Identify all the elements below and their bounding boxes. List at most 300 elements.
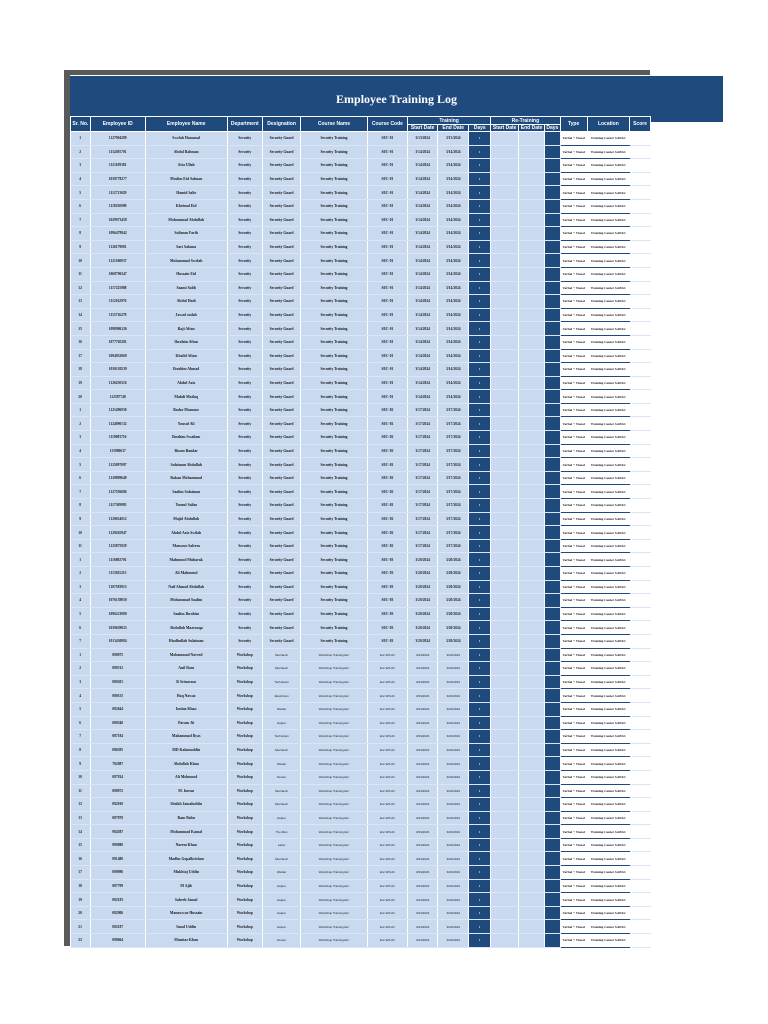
cell-score[interactable] [630, 526, 651, 540]
cell-type[interactable]: Verbal + Visual [560, 335, 587, 349]
cell-training-days[interactable]: 1 [469, 621, 491, 635]
cell-employee-id[interactable]: 080986 [90, 866, 145, 880]
cell-retraining-start[interactable] [491, 471, 519, 485]
cell-training-end[interactable]: 3/13/2024 [438, 132, 469, 146]
cell-course-code[interactable]: Enr-WS-01 [367, 689, 407, 703]
cell-course-code[interactable]: Enr-WS-01 [367, 730, 407, 744]
cell-training-end[interactable]: 3/14/2024 [438, 145, 469, 159]
cell-sr[interactable]: 13 [71, 295, 91, 309]
cell-retraining-days[interactable] [545, 186, 561, 200]
cell-training-end[interactable]: 3/24/2024 [438, 784, 469, 798]
cell-designation[interactable]: Helper [262, 811, 300, 825]
cell-retraining-end[interactable] [519, 417, 545, 431]
cell-sr[interactable]: 8 [71, 499, 91, 513]
cell-retraining-end[interactable] [519, 499, 545, 513]
cell-score[interactable] [630, 471, 651, 485]
cell-employee-name[interactable]: M Ajib [145, 879, 227, 893]
cell-retraining-start[interactable] [491, 213, 519, 227]
cell-retraining-start[interactable] [491, 757, 519, 771]
cell-designation[interactable]: Tire Man [262, 825, 300, 839]
cell-course-code[interactable]: Enr-WS-01 [367, 838, 407, 852]
cell-training-start[interactable]: 3/24/2024 [408, 770, 438, 784]
cell-score[interactable] [630, 403, 651, 417]
cell-training-start[interactable]: 3/24/2024 [408, 648, 438, 662]
cell-retraining-end[interactable] [519, 798, 545, 812]
cell-retraining-end[interactable] [519, 689, 545, 703]
cell-course-name[interactable]: Workshop Training Enr [301, 798, 367, 812]
cell-score[interactable] [630, 838, 651, 852]
cell-training-end[interactable]: 3/14/2024 [438, 363, 469, 377]
cell-designation[interactable]: Denter [262, 934, 300, 948]
cell-designation[interactable]: Technician [262, 730, 300, 744]
cell-course-code[interactable]: SEC-03 [367, 553, 407, 567]
cell-course-code[interactable]: SEC-02 [367, 417, 407, 431]
cell-training-end[interactable]: 3/20/2024 [438, 553, 469, 567]
cell-retraining-end[interactable] [519, 934, 545, 948]
cell-designation[interactable]: Security Guard [262, 390, 300, 404]
cell-retraining-start[interactable] [491, 662, 519, 676]
cell-employee-id[interactable]: 082906 [90, 906, 145, 920]
cell-training-days[interactable]: 1 [469, 458, 491, 472]
cell-course-name[interactable]: Security Training [301, 390, 367, 404]
cell-retraining-start[interactable] [491, 634, 519, 648]
cell-training-end[interactable]: 3/14/2024 [438, 172, 469, 186]
cell-course-name[interactable]: Security Training [301, 458, 367, 472]
cell-designation[interactable]: Security Guard [262, 471, 300, 485]
cell-location[interactable]: Training Center SAPAC [587, 621, 630, 635]
cell-employee-id[interactable]: 1119083716 [90, 431, 145, 445]
cell-score[interactable] [630, 186, 651, 200]
cell-location[interactable]: Training Center SAPAC [587, 485, 630, 499]
cell-sr[interactable]: 6 [71, 621, 91, 635]
cell-score[interactable] [630, 689, 651, 703]
cell-retraining-end[interactable] [519, 145, 545, 159]
cell-course-name[interactable]: Workshop Training Enr [301, 743, 367, 757]
cell-training-end[interactable]: 3/24/2024 [438, 648, 469, 662]
cell-employee-name[interactable]: Haq Nawaz [145, 689, 227, 703]
cell-course-code[interactable]: SEC-01 [367, 199, 407, 213]
cell-score[interactable] [630, 240, 651, 254]
cell-training-end[interactable]: 3/17/2024 [438, 512, 469, 526]
cell-course-name[interactable]: Workshop Training Enr [301, 689, 367, 703]
cell-location[interactable]: Training Center SAPAC [587, 363, 630, 377]
cell-course-name[interactable]: Security Training [301, 349, 367, 363]
cell-course-name[interactable]: Security Training [301, 295, 367, 309]
cell-location[interactable]: Training Center SAPAC [587, 295, 630, 309]
cell-score[interactable] [630, 132, 651, 146]
cell-course-code[interactable]: Enr-WS-01 [367, 825, 407, 839]
cell-department[interactable]: Security [227, 526, 262, 540]
cell-training-start[interactable]: 3/20/2024 [408, 607, 438, 621]
cell-retraining-start[interactable] [491, 159, 519, 173]
cell-score[interactable] [630, 159, 651, 173]
cell-designation[interactable]: Security Guard [262, 607, 300, 621]
cell-sr[interactable]: 7 [71, 485, 91, 499]
cell-training-end[interactable]: 3/14/2024 [438, 240, 469, 254]
cell-retraining-end[interactable] [519, 621, 545, 635]
cell-training-days[interactable]: 1 [469, 512, 491, 526]
cell-retraining-start[interactable] [491, 499, 519, 513]
cell-employee-name[interactable]: Mohammad Naveed [145, 648, 227, 662]
cell-designation[interactable]: Security Guard [262, 485, 300, 499]
cell-retraining-days[interactable] [545, 730, 561, 744]
cell-sr[interactable]: 19 [71, 893, 91, 907]
cell-course-name[interactable]: Security Training [301, 376, 367, 390]
cell-score[interactable] [630, 485, 651, 499]
cell-retraining-end[interactable] [519, 893, 545, 907]
cell-retraining-end[interactable] [519, 662, 545, 676]
cell-course-code[interactable]: Enr-WS-01 [367, 893, 407, 907]
cell-employee-id[interactable]: 1118230099 [90, 199, 145, 213]
cell-training-end[interactable]: 3/24/2024 [438, 716, 469, 730]
cell-retraining-days[interactable] [545, 852, 561, 866]
cell-sr[interactable]: 6 [71, 716, 91, 730]
cell-course-name[interactable]: Security Training [301, 567, 367, 581]
cell-location[interactable]: Training Center SAPAC [587, 648, 630, 662]
cell-type[interactable]: Verbal + Visual [560, 471, 587, 485]
cell-employee-id[interactable]: 081480 [90, 852, 145, 866]
cell-retraining-start[interactable] [491, 567, 519, 581]
col-header-training-end[interactable]: End Date [438, 125, 469, 132]
cell-designation[interactable]: Technician [262, 675, 300, 689]
cell-course-code[interactable]: SEC-03 [367, 594, 407, 608]
cell-sr[interactable]: 4 [71, 689, 91, 703]
cell-retraining-start[interactable] [491, 906, 519, 920]
cell-retraining-days[interactable] [545, 539, 561, 553]
cell-designation[interactable]: Security Guard [262, 132, 300, 146]
cell-type[interactable]: Verbal + Visual [560, 431, 587, 445]
cell-employee-id[interactable]: 080201 [90, 675, 145, 689]
cell-score[interactable] [630, 906, 651, 920]
cell-sr[interactable]: 17 [71, 349, 91, 363]
cell-sr[interactable]: 6 [71, 199, 91, 213]
cell-training-end[interactable]: 3/14/2024 [438, 254, 469, 268]
cell-designation[interactable]: Security Guard [262, 567, 300, 581]
cell-department[interactable]: Security [227, 172, 262, 186]
cell-course-name[interactable]: Workshop Training Enr [301, 934, 367, 948]
cell-sr[interactable]: 18 [71, 879, 91, 893]
cell-retraining-days[interactable] [545, 159, 561, 173]
cell-retraining-end[interactable] [519, 213, 545, 227]
cell-training-end[interactable]: 3/24/2024 [438, 798, 469, 812]
cell-course-code[interactable]: SEC-03 [367, 621, 407, 635]
cell-score[interactable] [630, 580, 651, 594]
cell-type[interactable]: Verbal + Visual [560, 852, 587, 866]
cell-course-name[interactable]: Workshop Training Enr [301, 811, 367, 825]
cell-score[interactable] [630, 662, 651, 676]
cell-employee-id[interactable]: 1117309995 [90, 499, 145, 513]
cell-score[interactable] [630, 879, 651, 893]
cell-score[interactable] [630, 594, 651, 608]
cell-training-days[interactable]: 1 [469, 349, 491, 363]
cell-sr[interactable]: 3 [71, 431, 91, 445]
cell-employee-name[interactable]: Suliman Farih [145, 227, 227, 241]
cell-training-start[interactable]: 3/14/2024 [408, 308, 438, 322]
cell-sr[interactable]: 12 [71, 281, 91, 295]
cell-employee-id[interactable]: 782087 [90, 757, 145, 771]
cell-sr[interactable]: 16 [71, 852, 91, 866]
cell-employee-name[interactable]: Naeem Khan [145, 838, 227, 852]
cell-retraining-end[interactable] [519, 295, 545, 309]
cell-score[interactable] [630, 376, 651, 390]
cell-retraining-end[interactable] [519, 594, 545, 608]
cell-retraining-days[interactable] [545, 866, 561, 880]
cell-training-end[interactable]: 3/17/2024 [438, 431, 469, 445]
cell-course-name[interactable]: Security Training [301, 499, 367, 513]
cell-retraining-start[interactable] [491, 390, 519, 404]
cell-designation[interactable]: Mechanic [262, 648, 300, 662]
cell-course-code[interactable]: SEC-02 [367, 403, 407, 417]
cell-type[interactable]: Verbal + Visual [560, 376, 587, 390]
cell-location[interactable]: Training Center SAPAC [587, 906, 630, 920]
cell-location[interactable]: Training Center SAPAC [587, 526, 630, 540]
cell-location[interactable]: Training Center SAPAC [587, 716, 630, 730]
cell-employee-name[interactable]: Abdullah Mazrouqa [145, 621, 227, 635]
cell-course-code[interactable]: Enr-WS-01 [367, 784, 407, 798]
cell-retraining-start[interactable] [491, 675, 519, 689]
cell-type[interactable]: Verbal + Visual [560, 444, 587, 458]
cell-type[interactable]: Verbal + Visual [560, 227, 587, 241]
cell-type[interactable]: Verbal + Visual [560, 172, 587, 186]
cell-training-end[interactable]: 3/24/2024 [438, 743, 469, 757]
cell-type[interactable]: Verbal + Visual [560, 811, 587, 825]
cell-training-days[interactable]: 1 [469, 784, 491, 798]
cell-retraining-days[interactable] [545, 403, 561, 417]
cell-sr[interactable]: 7 [71, 730, 91, 744]
cell-course-code[interactable]: SEC-01 [367, 172, 407, 186]
cell-training-days[interactable]: 1 [469, 879, 491, 893]
cell-training-start[interactable]: 3/14/2024 [408, 349, 438, 363]
cell-department[interactable]: Security [227, 607, 262, 621]
cell-retraining-start[interactable] [491, 770, 519, 784]
cell-training-start[interactable]: 3/20/2024 [408, 634, 438, 648]
cell-training-end[interactable]: 3/24/2024 [438, 920, 469, 934]
cell-training-start[interactable]: 3/24/2024 [408, 920, 438, 934]
cell-retraining-start[interactable] [491, 281, 519, 295]
cell-score[interactable] [630, 770, 651, 784]
cell-designation[interactable]: Security Guard [262, 526, 300, 540]
cell-training-days[interactable]: 1 [469, 431, 491, 445]
cell-retraining-start[interactable] [491, 621, 519, 635]
cell-employee-name[interactable]: Abdullah Khan [145, 757, 227, 771]
cell-type[interactable]: Verbal + Visual [560, 295, 587, 309]
cell-course-name[interactable]: Workshop Training Enr [301, 648, 367, 662]
cell-retraining-start[interactable] [491, 702, 519, 716]
cell-course-name[interactable]: Security Training [301, 539, 367, 553]
cell-training-days[interactable]: 1 [469, 662, 491, 676]
cell-retraining-start[interactable] [491, 267, 519, 281]
cell-employee-name[interactable]: Abdul Hadi [145, 295, 227, 309]
cell-location[interactable]: Training Center SAPAC [587, 811, 630, 825]
cell-training-days[interactable]: 1 [469, 213, 491, 227]
cell-designation[interactable]: Security Guard [262, 254, 300, 268]
cell-score[interactable] [630, 866, 651, 880]
cell-score[interactable] [630, 335, 651, 349]
cell-training-days[interactable]: 1 [469, 526, 491, 540]
cell-department[interactable]: Workshop [227, 811, 262, 825]
cell-score[interactable] [630, 811, 651, 825]
cell-location[interactable]: Training Center SAPAC [587, 499, 630, 513]
cell-department[interactable]: Workshop [227, 770, 262, 784]
cell-retraining-days[interactable] [545, 757, 561, 771]
cell-retraining-end[interactable] [519, 431, 545, 445]
cell-sr[interactable]: 3 [71, 675, 91, 689]
cell-retraining-start[interactable] [491, 784, 519, 798]
cell-course-name[interactable]: Workshop Training Enr [301, 838, 367, 852]
cell-sr[interactable]: 9 [71, 512, 91, 526]
cell-training-days[interactable]: 1 [469, 567, 491, 581]
cell-location[interactable]: Training Center SAPAC [587, 417, 630, 431]
cell-employee-id[interactable]: 1115716278 [90, 308, 145, 322]
cell-retraining-end[interactable] [519, 906, 545, 920]
cell-training-end[interactable]: 3/14/2024 [438, 322, 469, 336]
cell-location[interactable]: Training Center SAPAC [587, 512, 630, 526]
cell-training-end[interactable]: 3/14/2024 [438, 199, 469, 213]
cell-employee-name[interactable]: Hamid Salie [145, 186, 227, 200]
cell-department[interactable]: Workshop [227, 893, 262, 907]
cell-employee-name[interactable]: Anil Ram [145, 662, 227, 676]
cell-employee-id[interactable]: 1029973458 [90, 213, 145, 227]
cell-retraining-start[interactable] [491, 811, 519, 825]
cell-sr[interactable]: 11 [71, 267, 91, 281]
cell-training-start[interactable]: 3/14/2024 [408, 145, 438, 159]
cell-training-days[interactable]: 1 [469, 594, 491, 608]
cell-department[interactable]: Security [227, 471, 262, 485]
cell-training-days[interactable]: 1 [469, 702, 491, 716]
cell-employee-id[interactable]: 1121560037 [90, 254, 145, 268]
cell-training-days[interactable]: 1 [469, 485, 491, 499]
cell-employee-id[interactable]: 087709 [90, 879, 145, 893]
cell-retraining-days[interactable] [545, 458, 561, 472]
cell-location[interactable]: Training Center SAPAC [587, 743, 630, 757]
cell-course-name[interactable]: Workshop Training Enr [301, 920, 367, 934]
cell-score[interactable] [630, 784, 651, 798]
cell-location[interactable]: Training Center SAPAC [587, 349, 630, 363]
cell-employee-id[interactable]: 080540 [90, 716, 145, 730]
cell-type[interactable]: Verbal + Visual [560, 485, 587, 499]
cell-training-days[interactable]: 1 [469, 363, 491, 377]
cell-type[interactable]: Verbal + Visual [560, 716, 587, 730]
cell-department[interactable]: Workshop [227, 825, 262, 839]
cell-retraining-days[interactable] [545, 621, 561, 635]
cell-employee-id[interactable]: 1077765281 [90, 335, 145, 349]
cell-training-days[interactable]: 1 [469, 186, 491, 200]
cell-sr[interactable]: 13 [71, 811, 91, 825]
cell-training-end[interactable]: 3/14/2024 [438, 335, 469, 349]
cell-sr[interactable]: 10 [71, 770, 91, 784]
cell-sr[interactable]: 4 [71, 594, 91, 608]
cell-training-days[interactable]: 1 [469, 675, 491, 689]
cell-designation[interactable]: Welder [262, 866, 300, 880]
cell-retraining-start[interactable] [491, 240, 519, 254]
cell-location[interactable]: Training Center SAPAC [587, 471, 630, 485]
cell-training-days[interactable]: 1 [469, 267, 491, 281]
cell-employee-id[interactable]: 080512 [90, 662, 145, 676]
cell-sr[interactable]: 7 [71, 634, 91, 648]
cell-training-end[interactable]: 3/14/2024 [438, 376, 469, 390]
cell-training-days[interactable]: 1 [469, 934, 491, 948]
cell-sr[interactable]: 9 [71, 757, 91, 771]
cell-course-code[interactable]: SEC-02 [367, 458, 407, 472]
cell-location[interactable]: Training Center SAPAC [587, 689, 630, 703]
cell-location[interactable]: Training Center SAPAC [587, 159, 630, 173]
cell-course-code[interactable]: SEC-03 [367, 634, 407, 648]
cell-score[interactable] [630, 934, 651, 948]
cell-training-start[interactable]: 3/20/2024 [408, 621, 438, 635]
cell-location[interactable]: Training Center SAPAC [587, 893, 630, 907]
cell-course-code[interactable]: Enr-WS-01 [367, 743, 407, 757]
cell-training-end[interactable]: 3/14/2024 [438, 227, 469, 241]
cell-retraining-start[interactable] [491, 866, 519, 880]
cell-retraining-days[interactable] [545, 648, 561, 662]
cell-department[interactable]: Security [227, 594, 262, 608]
cell-training-days[interactable]: 1 [469, 539, 491, 553]
cell-retraining-days[interactable] [545, 349, 561, 363]
cell-training-days[interactable]: 1 [469, 240, 491, 254]
cell-course-name[interactable]: Security Training [301, 363, 367, 377]
cell-training-end[interactable]: 3/24/2024 [438, 866, 469, 880]
cell-sr[interactable]: 14 [71, 825, 91, 839]
cell-retraining-days[interactable] [545, 172, 561, 186]
cell-training-end[interactable]: 3/24/2024 [438, 852, 469, 866]
cell-training-days[interactable]: 1 [469, 295, 491, 309]
cell-course-code[interactable]: SEC-01 [367, 267, 407, 281]
cell-training-end[interactable]: 3/17/2024 [438, 444, 469, 458]
cell-location[interactable]: Training Center SAPAC [587, 920, 630, 934]
cell-department[interactable]: Security [227, 485, 262, 499]
cell-training-start[interactable]: 3/24/2024 [408, 784, 438, 798]
cell-employee-id[interactable]: 1120654012 [90, 512, 145, 526]
cell-employee-id[interactable]: 1120809649 [90, 471, 145, 485]
cell-employee-id[interactable]: 1076139050 [90, 594, 145, 608]
cell-retraining-days[interactable] [545, 689, 561, 703]
cell-course-code[interactable]: SEC-01 [367, 308, 407, 322]
cell-type[interactable]: Verbal + Visual [560, 702, 587, 716]
cell-retraining-days[interactable] [545, 702, 561, 716]
cell-course-code[interactable]: SEC-01 [367, 159, 407, 173]
cell-retraining-start[interactable] [491, 607, 519, 621]
cell-retraining-days[interactable] [545, 199, 561, 213]
cell-employee-name[interactable]: Mahmoud Mubarak [145, 553, 227, 567]
cell-employee-name[interactable]: Mumtaz Khan [145, 934, 227, 948]
cell-location[interactable]: Training Center SAPAC [587, 567, 630, 581]
cell-score[interactable] [630, 920, 651, 934]
cell-score[interactable] [630, 893, 651, 907]
cell-sr[interactable]: 11 [71, 539, 91, 553]
cell-department[interactable]: Workshop [227, 906, 262, 920]
cell-designation[interactable]: Security Guard [262, 499, 300, 513]
cell-department[interactable]: Security [227, 363, 262, 377]
cell-retraining-days[interactable] [545, 132, 561, 146]
cell-training-days[interactable]: 1 [469, 322, 491, 336]
cell-type[interactable]: Verbal + Visual [560, 240, 587, 254]
cell-retraining-days[interactable] [545, 254, 561, 268]
cell-employee-name[interactable]: Rakan Mohammad [145, 471, 227, 485]
cell-sr[interactable]: 4 [71, 444, 91, 458]
cell-sr[interactable]: 16 [71, 335, 91, 349]
cell-training-start[interactable]: 3/20/2024 [408, 553, 438, 567]
cell-type[interactable]: Verbal + Visual [560, 675, 587, 689]
cell-retraining-start[interactable] [491, 539, 519, 553]
cell-department[interactable]: Security [227, 186, 262, 200]
cell-training-start[interactable]: 3/17/2024 [408, 512, 438, 526]
cell-retraining-end[interactable] [519, 308, 545, 322]
cell-training-start[interactable]: 3/14/2024 [408, 390, 438, 404]
cell-course-code[interactable]: Enr-WS-01 [367, 920, 407, 934]
cell-employee-name[interactable]: Saalim Ibrahim [145, 607, 227, 621]
cell-score[interactable] [630, 145, 651, 159]
cell-retraining-end[interactable] [519, 784, 545, 798]
